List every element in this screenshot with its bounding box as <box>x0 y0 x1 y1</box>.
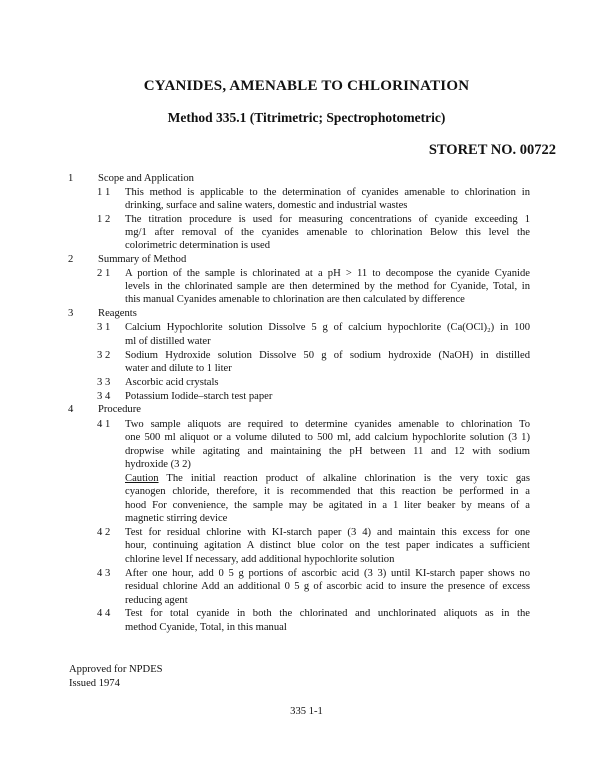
paragraph-text: levels in the chlorinated sample are then determined by the method for Cyanide, Total, in <box>125 281 530 292</box>
paragraph-text: residual chlorine Add an additional 0 5 g of ascorbic acid to insure the presence of excess <box>125 581 530 592</box>
paragraph-number: 1 1 <box>97 187 111 198</box>
paragraph-text: one 500 ml aliquot or a volume diluted to 500 ml, add calcium hypochlorite solution (3 1) <box>125 432 530 443</box>
section-heading-reagents: Reagents <box>98 308 137 319</box>
section-number: 1 <box>68 173 74 184</box>
approval-note: Approved for NPDES <box>69 664 163 675</box>
paragraph-number: 1 2 <box>97 214 111 225</box>
paragraph-text: mg/1 after removal of the cyanides amenable to chlorination Below this level the <box>125 227 530 238</box>
section-number: 3 <box>68 308 74 319</box>
paragraph-text: Sodium Hydroxide solution Dissolve 50 g of sodium hydroxide (NaOH) in distilled <box>125 350 530 361</box>
issue-date: Issued 1974 <box>69 678 120 689</box>
storet-number: STORET NO. 00722 <box>428 142 556 158</box>
paragraph-text: hood For convenience, the sample may be agitated in a 1 liter beaker by means of a <box>125 500 530 511</box>
paragraph-text: Calcium Hypochlorite solution Dissolve 5 g of calcium hypochlorite (Ca(OCl)₂) in 100 <box>125 322 530 333</box>
paragraph-text: Potassium Iodide–starch test paper <box>125 391 273 402</box>
paragraph-text: This method is applicable to the determination of cyanides amenable to chlorination in <box>125 187 530 198</box>
paragraph-number: 2 1 <box>97 268 111 279</box>
paragraph-text: A portion of the sample is chlorinated at a pH > 11 to decompose the cyanide Cyanide <box>125 268 530 279</box>
paragraph-text: reducing agent <box>125 595 188 606</box>
paragraph-number: 3 4 <box>97 391 111 402</box>
page-number: 335 1-1 <box>290 706 323 717</box>
document-title: CYANIDES, AMENABLE TO CHLORINATION <box>143 78 470 94</box>
section-number: 2 <box>68 254 74 265</box>
paragraph-text: Test for residual chlorine with KI-starch paper (3 4) and maintain this excess for one <box>125 527 530 538</box>
paragraph-text: After one hour, add 0 5 g portions of ascorbic acid (3 3) until KI-starch paper shows no <box>125 568 530 579</box>
paragraph-text: magnetic stirring device <box>125 513 228 524</box>
paragraph-text: drinking, surface and saline waters, domestic and industrial wastes <box>125 200 408 211</box>
paragraph-number: 3 2 <box>97 350 111 361</box>
paragraph-text: cyanogen chloride, therefore, it is recommended that this reaction be performed in a <box>125 486 530 497</box>
caution-text: The initial reaction product of alkaline chlorination is the very toxic gas <box>158 473 530 484</box>
paragraph-number: 4 1 <box>97 419 111 430</box>
paragraph-number: 4 4 <box>97 608 111 619</box>
section-number: 4 <box>68 404 74 415</box>
caution-label: Caution <box>125 473 159 484</box>
paragraph-text: method Cyanide, Total, in this manual <box>125 622 287 633</box>
paragraph-number: 3 3 <box>97 377 111 388</box>
paragraph-text: water and dilute to 1 liter <box>125 363 232 374</box>
paragraph-text: chlorine level If necessary, add additional hypochlorite solution <box>125 554 395 565</box>
section-heading-scope: Scope and Application <box>98 173 194 184</box>
paragraph-text: Two sample aliquots are required to determine cyanides amenable to chlorination To <box>125 419 530 430</box>
paragraph-text: colorimetric determination is used <box>125 240 271 251</box>
method-subtitle: Method 335.1 (Titrimetric; Spectrophotometric) <box>167 110 446 125</box>
section-heading-summary: Summary of Method <box>98 254 187 265</box>
paragraph-text: Ascorbic acid crystals <box>125 377 219 388</box>
paragraph-text: Test for total cyanide in both the chlorinated and unchlorinated aliquots as in the <box>125 608 530 619</box>
paragraph-text: hydroxide (3 2) <box>125 459 191 470</box>
paragraph-text: ml of distilled water <box>125 336 211 347</box>
section-heading-procedure: Procedure <box>98 404 141 415</box>
paragraph-text: The titration procedure is used for measuring concentrations of cyanide exceeding 1 <box>125 214 530 225</box>
paragraph-text: hour, continuing agitation A distinct blue color on the test paper indicates a sufficient <box>125 540 530 551</box>
paragraph-text: this manual Cyanides amenable to chlorination are then calculated by difference <box>125 294 465 305</box>
paragraph-number: 3 1 <box>97 322 111 333</box>
caution-line <box>125 472 530 485</box>
paragraph-number: 4 2 <box>97 527 111 538</box>
paragraph-text: dropwise while agitating and maintaining the pH between 11 and 12 with sodium <box>125 446 530 457</box>
paragraph-number: 4 3 <box>97 568 111 579</box>
